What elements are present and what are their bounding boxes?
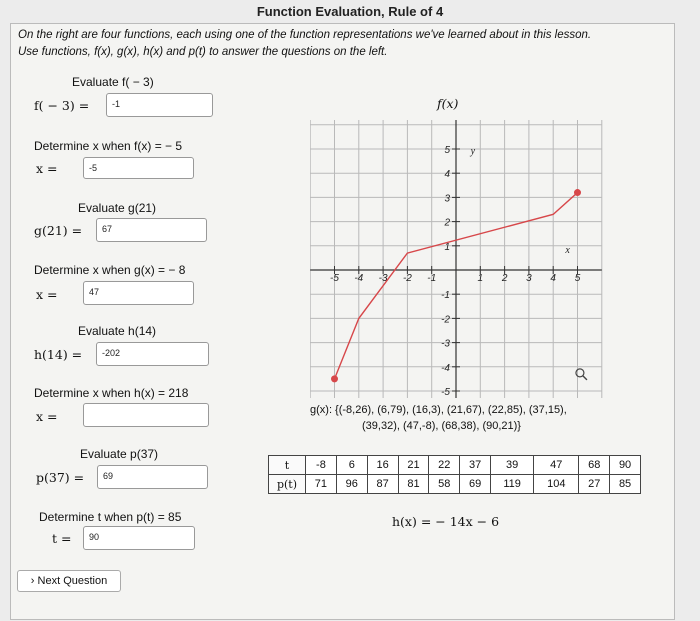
q5-label: h(14) =	[34, 347, 83, 362]
t-cell: 90	[610, 456, 641, 475]
instructions-line-1: On the right are four functions, each using one of the function representations we've learned about in this lesson.	[18, 29, 592, 41]
q4-answer-input[interactable]: 47	[83, 281, 194, 305]
t-cell: 22	[429, 456, 460, 475]
t-header: t	[269, 456, 306, 475]
p-cell: 71	[306, 475, 337, 494]
p-cell: 69	[460, 475, 491, 494]
p-cell: 104	[534, 475, 579, 494]
q7-heading: Evaluate p(37)	[80, 447, 159, 461]
q2-answer-input[interactable]: -5	[83, 157, 194, 179]
q3-label: g(21) =	[34, 223, 83, 238]
next-question-button[interactable]	[17, 570, 121, 592]
q1-label: f( − 3) =	[34, 98, 90, 113]
q4-heading: Determine x when g(x) = − 8	[34, 263, 186, 277]
t-cell: 37	[460, 456, 491, 475]
t-cell: 47	[534, 456, 579, 475]
q6-heading: Determine x when h(x) = 218	[34, 386, 189, 400]
x-tick-label: 4	[550, 273, 556, 284]
g-function-line-1: g(x): {(-8,26), (6,79), (16,3), (21,67), (22,85), (37,15),	[310, 404, 567, 416]
y-tick-label: 4	[444, 169, 450, 181]
y-tick-label: -5	[441, 387, 450, 398]
q5-answer-input[interactable]: -202	[96, 342, 209, 366]
q1-heading: Evaluate f( − 3)	[72, 75, 154, 89]
q6-answer-input[interactable]	[83, 403, 209, 427]
y-axis-label: y	[470, 145, 476, 157]
p-header: p(t)	[269, 475, 306, 494]
q2-label: x =	[36, 161, 58, 176]
y-tick-label: -1	[441, 290, 450, 302]
t-cell: 21	[398, 456, 429, 475]
x-tick-label: -4	[354, 273, 364, 284]
g-function-line-2: (39,32), (47,-8), (68,38), (90,21)}	[362, 420, 521, 432]
q1-answer-input[interactable]: -1	[106, 93, 213, 117]
p-cell: 96	[336, 475, 367, 494]
x-tick-label: -2	[402, 273, 412, 284]
f-graph	[310, 118, 610, 398]
endpoint-dot	[574, 189, 581, 196]
q4-label: x =	[36, 287, 58, 302]
p-table-t-row	[269, 456, 641, 475]
t-cell: 39	[491, 456, 534, 475]
graph-title: f(x)	[437, 96, 459, 111]
p-cell: 119	[491, 475, 534, 494]
x-tick-label: -5	[330, 273, 339, 284]
x-tick-label: 5	[574, 273, 581, 284]
instructions	[18, 27, 668, 61]
q3-answer-input[interactable]: 67	[96, 218, 207, 242]
t-cell: -8	[306, 456, 337, 475]
x-tick-label: 2	[501, 273, 508, 284]
p-table-p-row	[269, 475, 641, 494]
q7-label: p(37) =	[36, 470, 85, 485]
p-table	[268, 455, 641, 494]
x-axis-label: x	[565, 245, 570, 257]
q3-heading: Evaluate g(21)	[78, 201, 157, 215]
chevron-right-icon: ›	[30, 575, 35, 587]
x-tick-label: 3	[526, 273, 532, 284]
y-tick-label: 5	[444, 145, 450, 156]
q6-label: x =	[36, 409, 58, 424]
instructions-line-2: Use functions, f(x), g(x), h(x) and p(t) to answer the questions on the left.	[18, 46, 388, 58]
y-tick-label: -2	[441, 314, 450, 326]
t-cell: 16	[367, 456, 398, 475]
p-cell: 81	[398, 475, 429, 494]
p-cell: 27	[579, 475, 610, 494]
q8-heading: Determine t when p(t) = 85	[39, 510, 182, 524]
p-cell: 58	[429, 475, 460, 494]
q2-heading: Determine x when f(x) = − 5	[34, 139, 183, 153]
x-tick-label: 1	[477, 273, 484, 284]
x-tick-label: -1	[427, 273, 437, 284]
y-tick-label: 3	[444, 193, 450, 205]
q5-heading: Evaluate h(14)	[78, 324, 157, 338]
q8-answer-input[interactable]: 90	[83, 526, 195, 550]
q8-label: t =	[52, 531, 72, 546]
y-tick-label: 1	[444, 241, 450, 253]
p-cell: 87	[367, 475, 398, 494]
magnifier-handle	[583, 376, 587, 380]
h-function: h(x) = − 14x − 6	[392, 514, 500, 529]
q7-answer-input[interactable]: 69	[97, 465, 208, 489]
y-tick-label: -4	[441, 362, 450, 374]
y-tick-label: 2	[444, 217, 450, 229]
x-tick-label: -3	[378, 273, 388, 284]
t-cell: 68	[579, 456, 610, 475]
endpoint-dot	[331, 375, 338, 382]
next-question-label: Next Question	[37, 575, 108, 587]
t-cell: 6	[336, 456, 367, 475]
p-cell: 85	[610, 475, 641, 494]
y-tick-label: -3	[441, 338, 450, 350]
page-title: Function Evaluation, Rule of 4	[256, 4, 444, 19]
